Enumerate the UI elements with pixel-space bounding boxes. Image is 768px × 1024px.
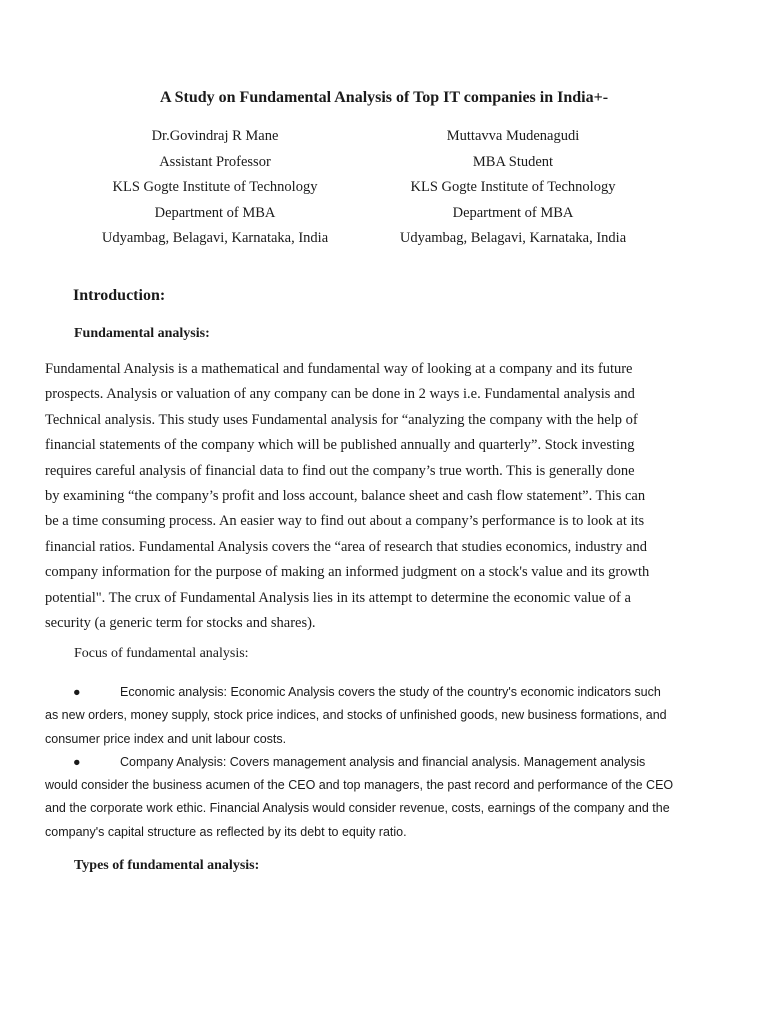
intro-paragraph (45, 357, 725, 636)
bullet-item (45, 681, 725, 751)
paragraph-line: potential". The crux of Fundamental Analysis lies in its attempt to determine the economic value of a (45, 589, 631, 606)
introduction-heading: Introduction: (73, 287, 166, 304)
bullet-text: Company Analysis: Covers management analysis and financial analysis. Management analysis (120, 754, 646, 769)
bullet-dot-icon: ● (73, 754, 81, 769)
bullet-dot-icon: ● (73, 685, 81, 699)
author-department: Department of MBA (452, 204, 574, 221)
author-left (65, 124, 365, 252)
bullet-continuation-line: company's capital structure as reflected by its debt to equity ratio. (45, 824, 407, 839)
author-institute: KLS Gogte Institute of Technology (112, 179, 318, 195)
bullet-continuation-line: would consider the business acumen of the CEO and top managers, the past record and performance of the CEO (45, 778, 674, 793)
types-heading: Types of fundamental analysis: (74, 858, 260, 873)
paragraph-line: by examining “the company’s profit and loss account, balance sheet and cash flow statement”. This can (45, 488, 646, 505)
bullet-continuation-line: and the corporate work ethic. Financial Analysis would consider revenue, costs, earnings of the company and the (45, 801, 670, 816)
author-department: Department of MBA (154, 204, 276, 221)
bullet-item (45, 751, 725, 844)
author-position: Assistant Professor (159, 153, 271, 170)
paragraph-line: company information for the purpose of making an informed judgment on a stock's value and its growth (45, 564, 650, 581)
author-institute: KLS Gogte Institute of Technology (410, 179, 616, 195)
paragraph-line: security (a generic term for stocks and shares). (45, 615, 316, 632)
paragraph-line: be a time consuming process. An easier way to find out about a company’s performance is to look at its (45, 513, 645, 530)
bullet-continuation-line: as new orders, money supply, stock price indices, and stocks of unfinished goods, new business formations, and (45, 708, 667, 723)
paper-title: A Study on Fundamental Analysis of Top IT companies in India+- (159, 89, 609, 106)
author-right (363, 124, 663, 252)
bullet-first-line (45, 751, 725, 774)
paragraph-line: financial statements of the company which will be published annually and quarterly”. Stock investing (45, 437, 635, 454)
author-position: MBA Student (472, 153, 554, 170)
paragraph-line: prospects. Analysis or valuation of any company can be done in 2 ways i.e. Fundamental analysis and (45, 386, 635, 403)
author-address: Udyambag, Belagavi, Karnataka, India (101, 230, 329, 246)
paragraph-line: financial ratios. Fundamental Analysis covers the “area of research that studies economics, industry and (45, 538, 647, 555)
focus-label: Focus of fundamental analysis: (74, 646, 249, 661)
author-address: Udyambag, Belagavi, Karnataka, India (399, 230, 627, 246)
focus-bullet-list (45, 681, 725, 844)
bullet-text: Economic analysis: Economic Analysis covers the study of the country's economic indicators such (120, 685, 661, 699)
author-name: Muttavva Mudenagudi (446, 128, 580, 144)
paragraph-line: Technical analysis. This study uses Fundamental analysis for “analyzing the company with the help of (45, 411, 638, 428)
bullet-first-line (45, 681, 725, 704)
bullet-continuation-line: consumer price index and unit labour costs. (45, 731, 287, 746)
paragraph-line: requires careful analysis of financial data to find out the company’s true worth. This is generally done (45, 462, 635, 479)
paragraph-line: Fundamental Analysis is a mathematical and fundamental way of looking at a company and its future (45, 361, 633, 377)
author-name: Dr.Govindraj R Mane (151, 128, 279, 144)
fundamental-analysis-heading: Fundamental analysis: (74, 326, 210, 341)
